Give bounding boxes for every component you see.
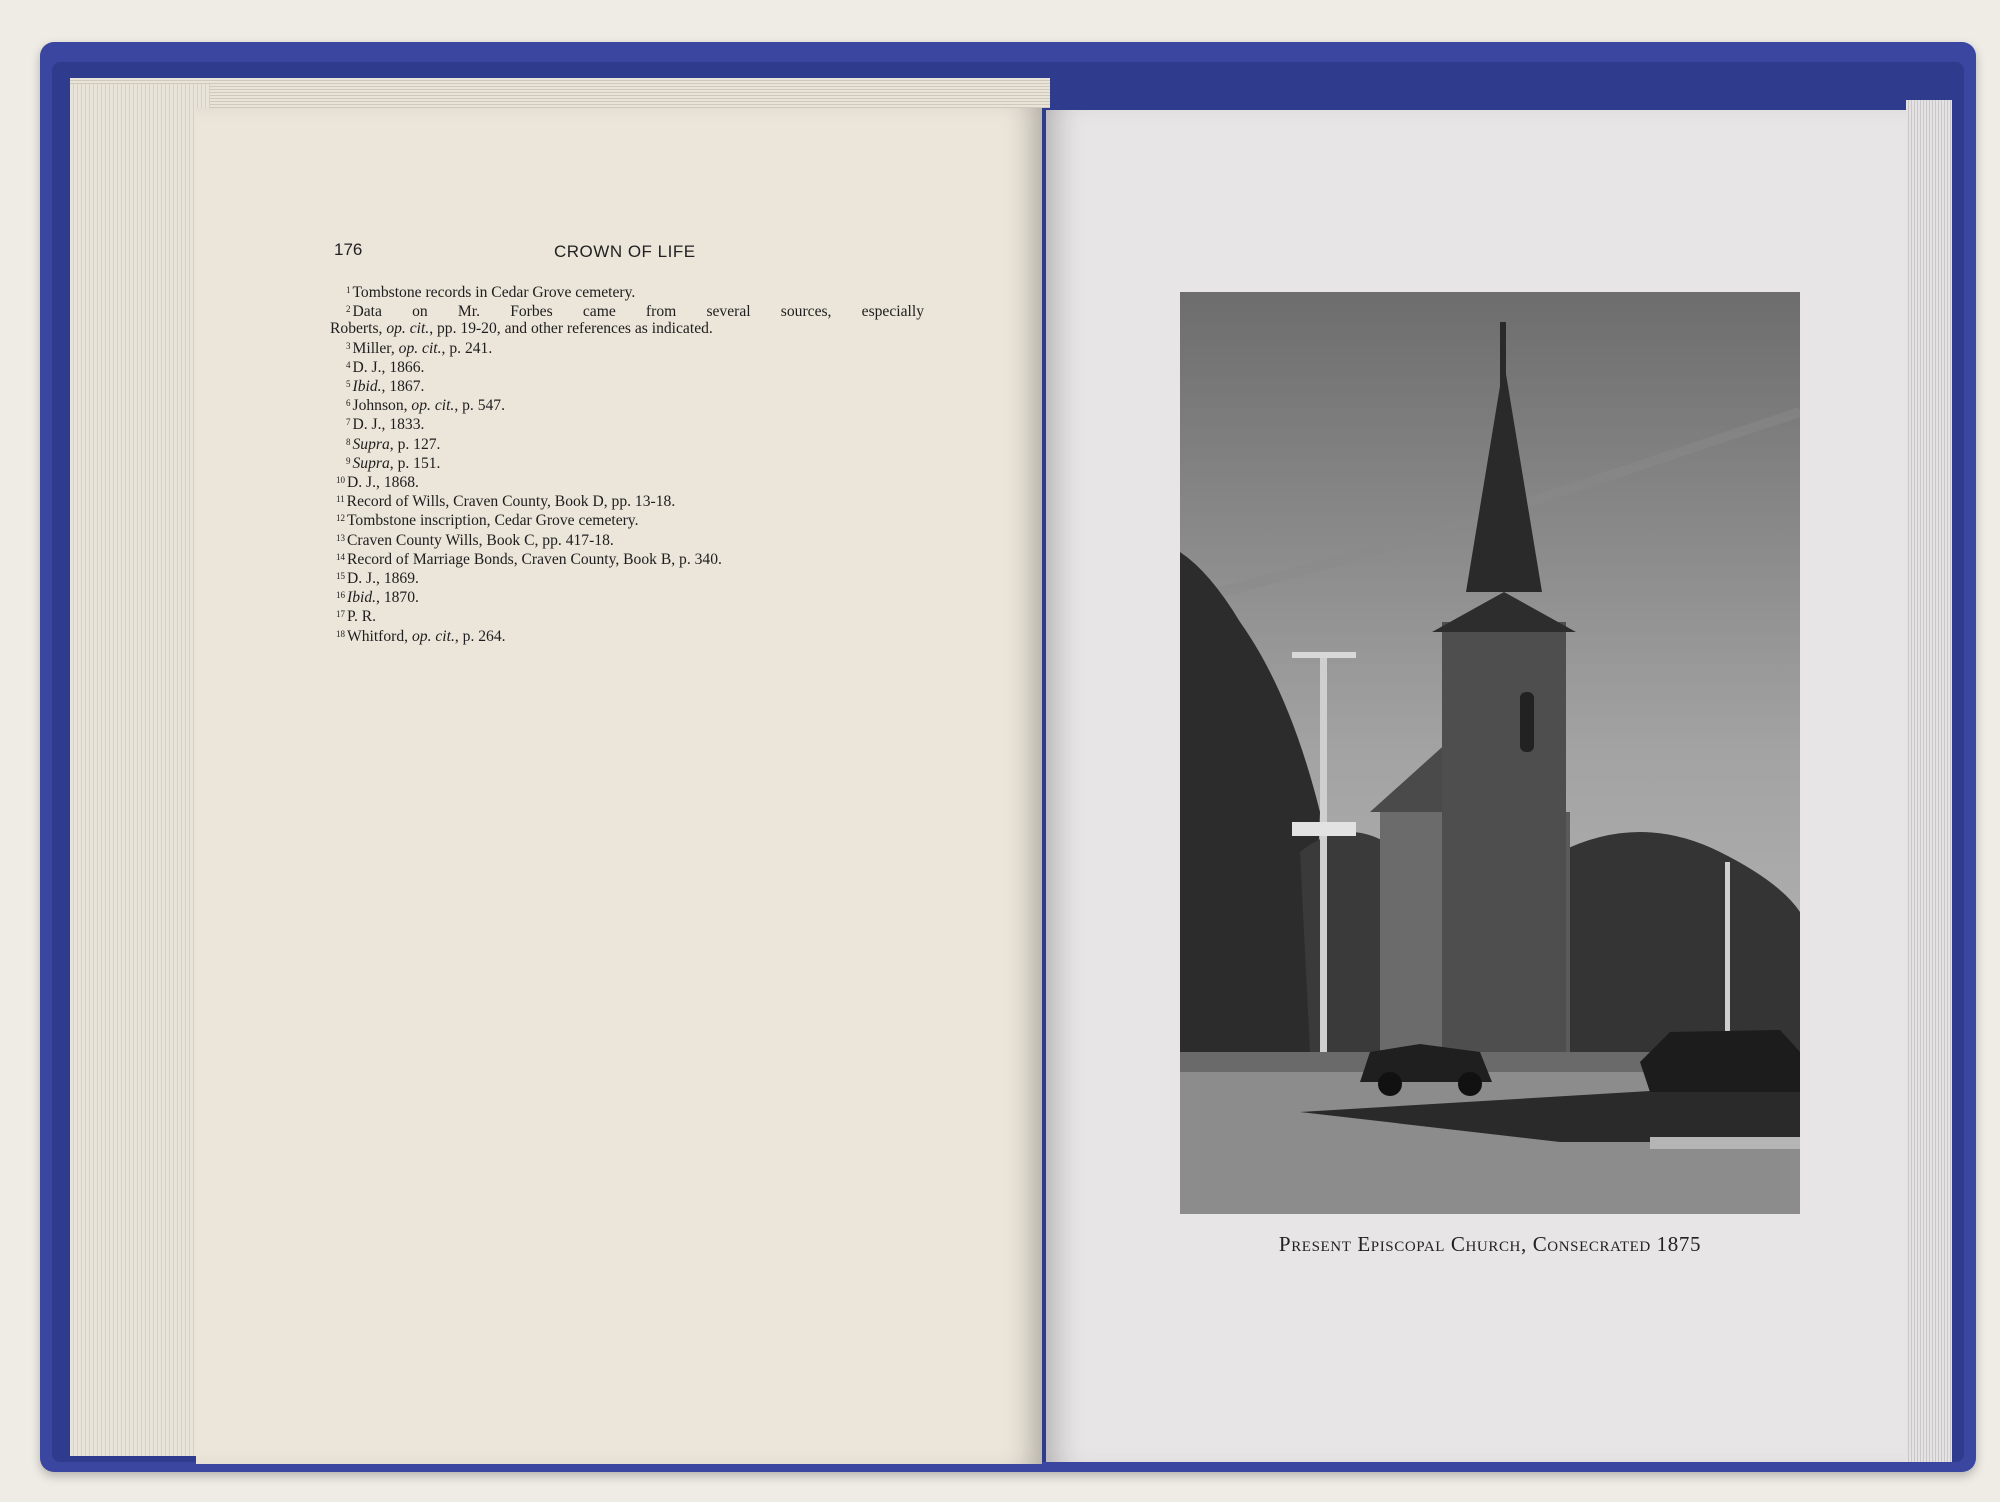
footnote-italic: Ibid.: [347, 589, 377, 607]
footnote-number: 15: [336, 571, 345, 582]
footnote-line: [330, 530, 924, 549]
footnote-number: 5: [346, 379, 351, 390]
footnote-number: 10: [336, 475, 345, 486]
footnotes-list: [330, 282, 924, 645]
footnote-line: [330, 320, 924, 337]
church-photo-illustration: [1180, 292, 1800, 1214]
footnote-number: 8: [346, 436, 351, 447]
footnote-text: D. J., 1869.: [347, 570, 419, 588]
footnote-text: Johnson,: [352, 397, 412, 415]
footnote-number: 1: [346, 285, 351, 295]
running-head: CROWN OF LIFE: [554, 242, 696, 261]
footnote-text: P. R.: [347, 608, 377, 626]
church-photograph: [1180, 292, 1800, 1214]
footnote-line: [330, 338, 924, 357]
footnote-line: [330, 587, 924, 606]
footnote-text-after: , 1870.: [376, 589, 419, 607]
footnote-line: [330, 434, 924, 453]
footnote-text: Tombstone inscription, Cedar Grove cemetery.: [347, 512, 639, 530]
footnote-number: 16: [336, 590, 345, 601]
footnote-italic: Ibid.: [352, 378, 382, 396]
footnote-text-after: , p. 151.: [389, 454, 441, 472]
footnote-text: Record of Marriage Bonds, Craven County, Book B, p. 340.: [347, 550, 722, 568]
footnote-text-after: , p. 264.: [454, 627, 506, 645]
footnote-line: [330, 395, 924, 414]
page-edges-right: [1906, 100, 1952, 1462]
photo-caption-text: Present Episcopal Church, Consecrated 1875: [1278, 1232, 1702, 1256]
footnote-line: [330, 606, 924, 625]
footnote-italic: Supra: [352, 435, 390, 453]
footnote-line: [330, 472, 924, 491]
footnote-text-after: , p. 547.: [454, 397, 505, 415]
footnote-text: Miller,: [352, 339, 399, 357]
footnote-text: Roberts,: [330, 320, 387, 338]
footnote-number: 2: [346, 304, 351, 315]
footnote-text-after: , p. 127.: [389, 435, 441, 453]
footnote-number: 9: [346, 455, 351, 466]
footnote-number: 18: [336, 628, 345, 639]
footnote-number: 3: [346, 340, 351, 351]
footnote-text-after: , pp. 19-20, and other references as indicated.: [429, 320, 713, 338]
page-edges-top: [70, 78, 1050, 108]
page-header: [334, 240, 934, 270]
footnote-italic: Supra: [352, 454, 390, 472]
footnote-number: 13: [336, 532, 345, 543]
footnote-line: [330, 491, 924, 510]
footnote-text: Craven County Wills, Book C, pp. 417-18.: [347, 531, 614, 549]
footnote-line: [330, 549, 924, 568]
footnote-line: [330, 568, 924, 587]
footnote-number: 4: [346, 359, 351, 370]
footnote-text: Whitford,: [347, 627, 412, 645]
footnote-line: [330, 510, 924, 529]
footnote-number: 17: [336, 609, 345, 620]
footnote-line: [330, 626, 924, 645]
footnote-line: [330, 301, 924, 320]
page-edges-left: [70, 84, 210, 1456]
footnote-italic: op. cit.: [386, 320, 430, 338]
footnote-text-after: , p. 241.: [441, 339, 493, 357]
footnote-italic: op. cit.: [411, 627, 455, 645]
footnote-line: [330, 414, 924, 433]
footnote-text: D. J., 1833.: [352, 416, 425, 434]
footnote-italic: op. cit.: [398, 339, 442, 357]
footnote-line: [330, 453, 924, 472]
footnote-text: D. J., 1866.: [352, 358, 425, 376]
footnote-number: 12: [336, 513, 345, 524]
footnote-text: Data on Mr. Forbes came from several sources, especially: [352, 303, 924, 321]
footnote-line: [330, 282, 924, 301]
footnote-text: Tombstone records in Cedar Grove cemetery.: [352, 284, 636, 301]
footnote-text: Record of Wills, Craven County, Book D, pp. 13-18.: [346, 493, 676, 511]
footnote-line: [330, 376, 924, 395]
footnote-number: 14: [336, 551, 345, 562]
page-number: 176: [334, 240, 363, 259]
footnote-line: [330, 357, 924, 376]
footnote-number: 7: [346, 417, 351, 428]
footnote-number: 11: [336, 494, 345, 505]
footnote-italic: op. cit.: [411, 397, 455, 415]
photo-caption: [1120, 1232, 1860, 1257]
footnote-number: 6: [346, 398, 351, 409]
footnote-text: D. J., 1868.: [347, 474, 419, 492]
footnote-text-after: , 1867.: [381, 378, 425, 396]
